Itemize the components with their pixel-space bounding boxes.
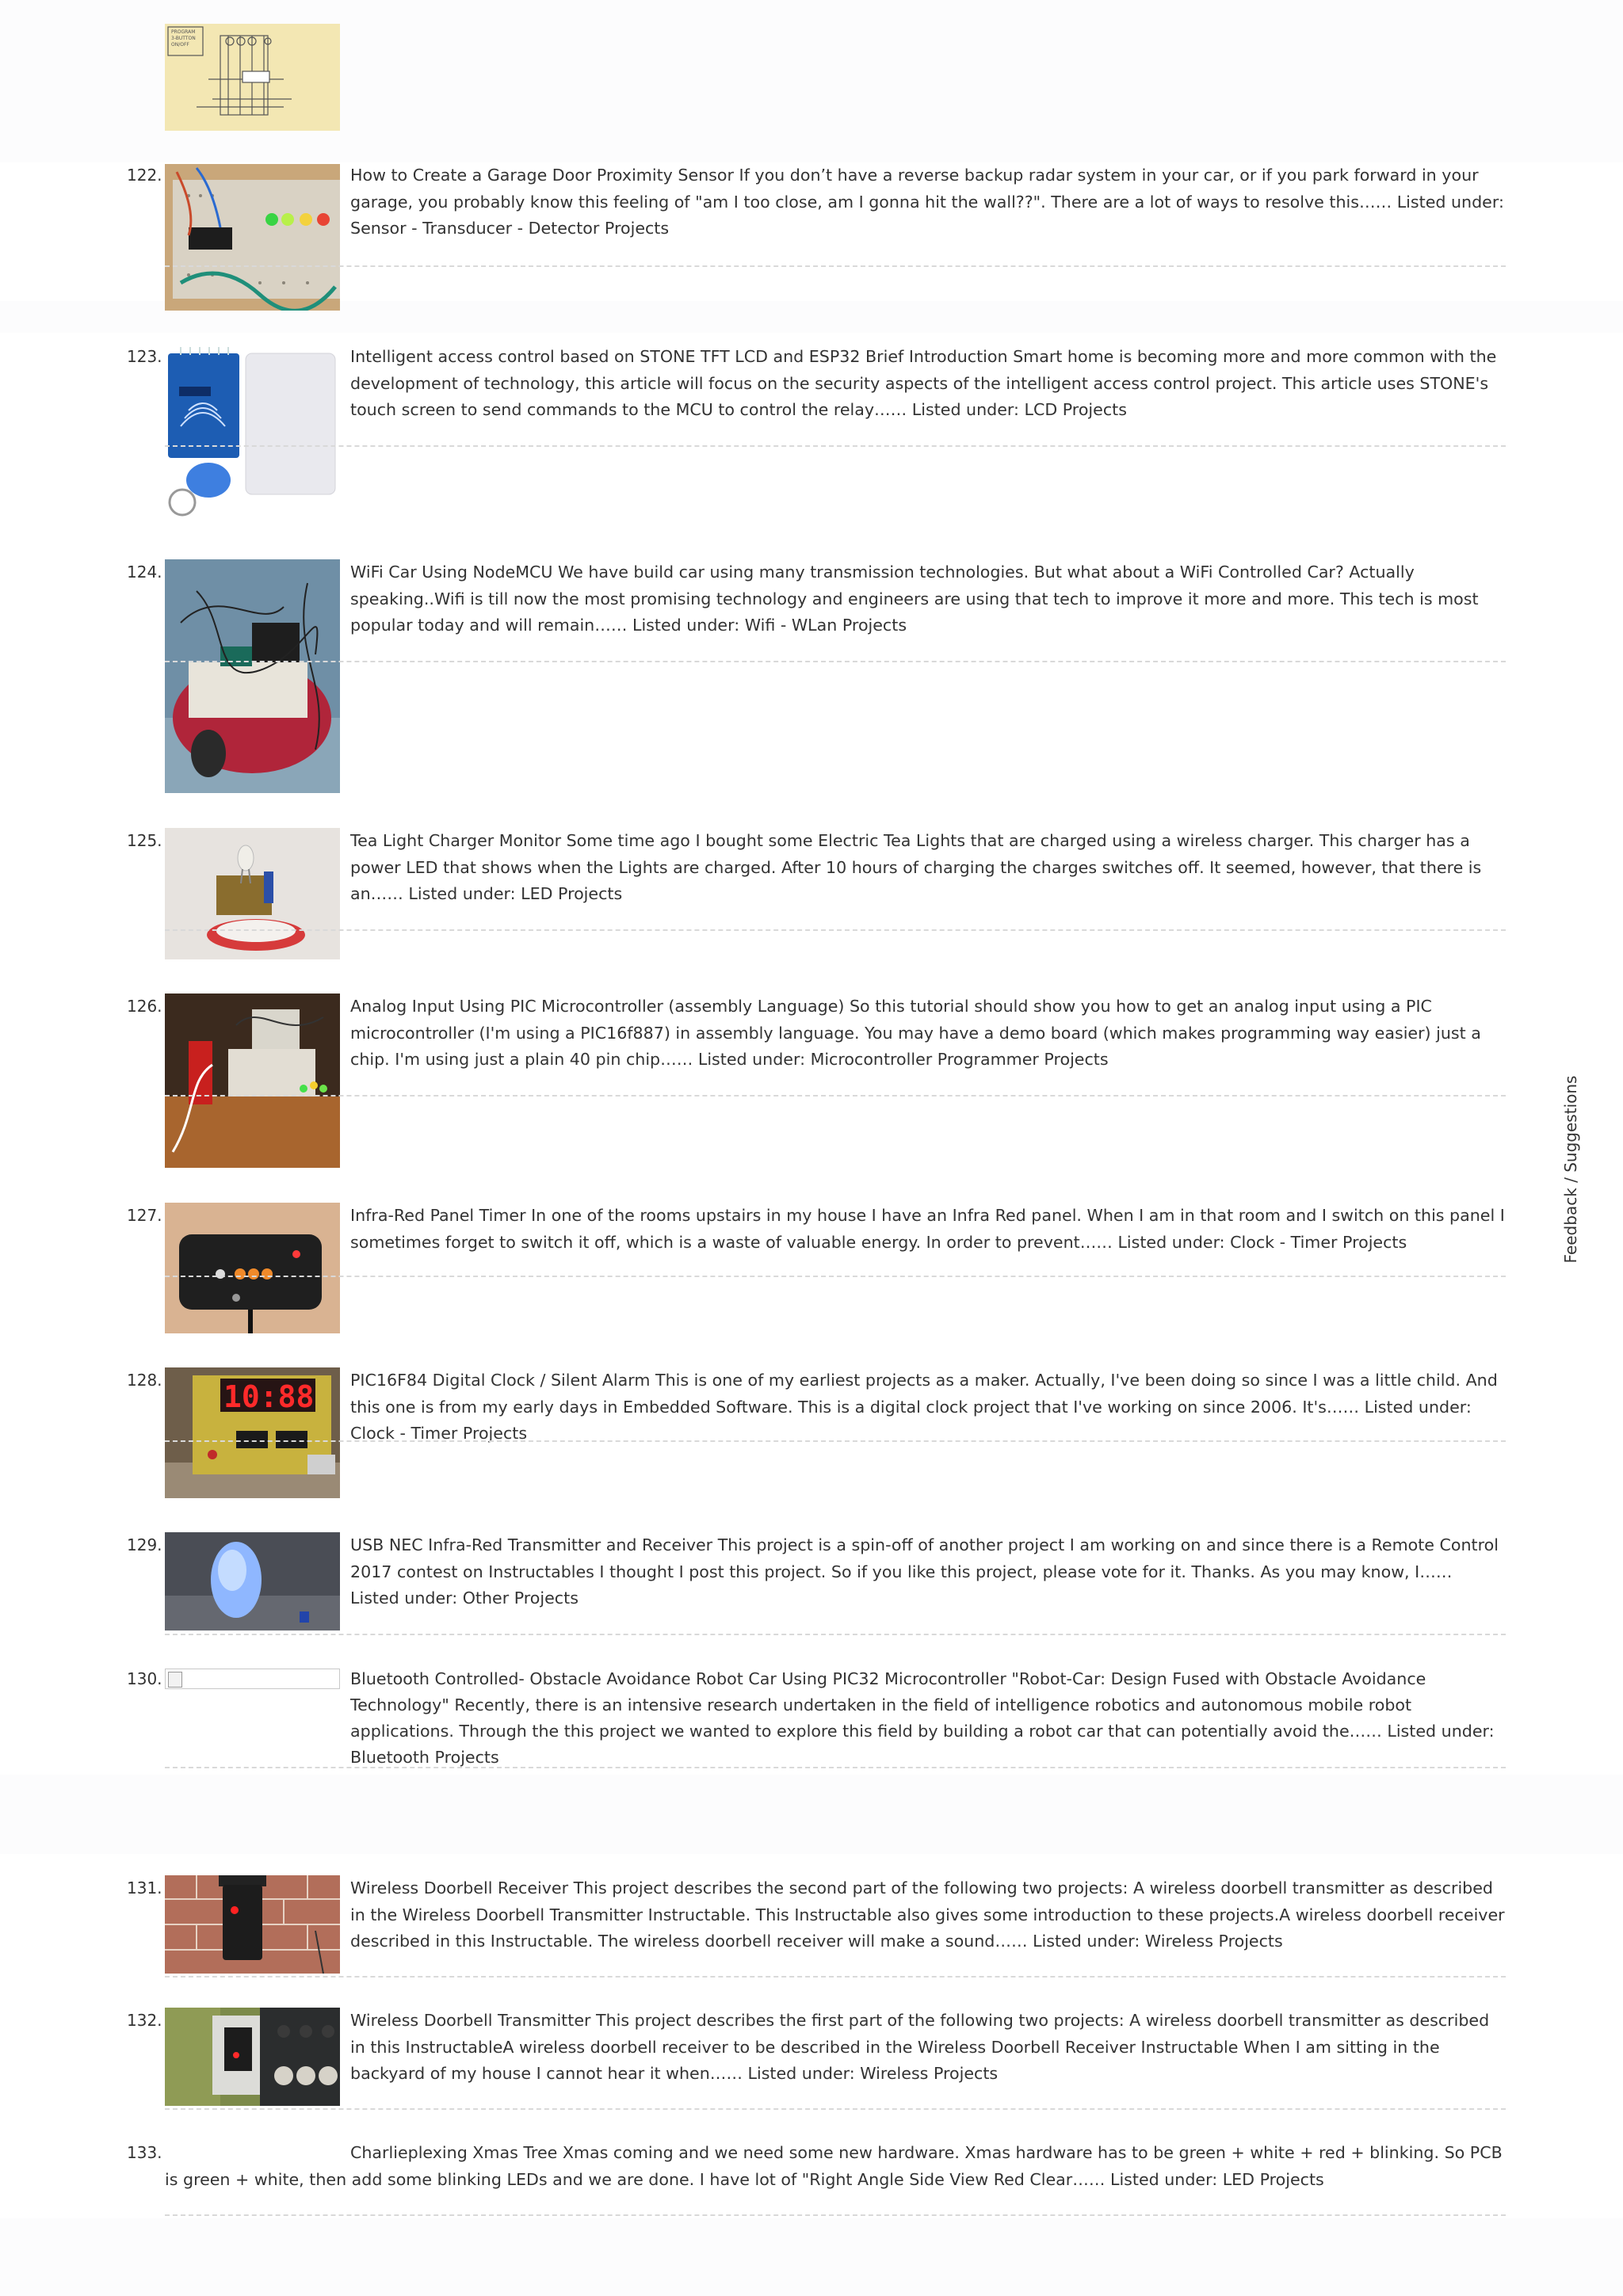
item-number: 125. [127, 831, 162, 850]
item-divider [165, 2108, 1506, 2110]
item-number: 131. [127, 1878, 162, 1897]
feedback-tab[interactable]: Feedback / Suggestions [1561, 1075, 1580, 1264]
item-number: 127. [127, 1206, 162, 1225]
project-description[interactable]: Wireless Doorbell Transmitter This project describes the first part of the following two projects: A wireless doorbell transmitter as described in this InstructableA wireless doorbell receiver to be described in the Wireless Doorbell Receiver Instructable When I am sitting in the backyard of my house I cannot hear it when…… Listed under: Wireless Projects [350, 2011, 1490, 2083]
item-divider [165, 445, 1506, 447]
project-thumbnail[interactable] [165, 994, 340, 1168]
item-number: 133. [127, 2143, 162, 2162]
project-description[interactable]: Wireless Doorbell Receiver This project describes the second part of the following two projects: A wireless doorbell transmitter as described in the Wireless Doorbell Transmitter Instructable. This Instructable also gives some introduction to these projects.A wireless doorbell receiver described in this Instructable. The wireless doorbell receiver will make a sound…… Listed under: Wireless Projects [350, 1878, 1505, 1951]
project-thumbnail[interactable] [165, 347, 340, 525]
project-description[interactable]: How to Create a Garage Door Proximity Sensor If you don’t have a reverse backup radar system in your car, or if you park forward in your garage, you probably know this feeling of "am I too close, am I gonna hit the wall??". There are a lot of ways to resolve this…… Listed under: Sensor - Transducer - Detector Projects [350, 166, 1504, 238]
project-thumbnail[interactable] [165, 1875, 340, 1974]
item-divider [165, 929, 1506, 931]
list-item [127, 1203, 1506, 1345]
project-description[interactable]: Infra-Red Panel Timer In one of the rooms upstairs in my house I have an Infra Red panel. When I am in that room and I switch on this panel I sometimes forget to switch it off, which is a waste of valuable energy. In order to prevent…… Listed under: Clock - Timer Projects [350, 1206, 1505, 1252]
item-number: 122. [127, 166, 162, 185]
schematic-thumbnail[interactable] [165, 24, 340, 131]
list-item [127, 994, 1506, 1176]
list-item [127, 1666, 1506, 1777]
item-divider [165, 2214, 1506, 2216]
project-thumbnail[interactable] [165, 828, 340, 959]
svg-text:3-BUTTON: 3-BUTTON [171, 36, 196, 41]
item-divider [165, 1976, 1506, 1978]
project-thumbnail[interactable] [165, 164, 340, 311]
list-item [127, 162, 1506, 301]
item-number: 126. [127, 997, 162, 1016]
project-description[interactable]: Intelligent access control based on STONE TFT LCD and ESP32 Brief Introduction Smart home is becoming more and more common with the development of technology, this article will focus on the security aspects of the intelligent access control project. This article uses STONE's touch screen to send commands to the MCU to control the relay…… Listed under: LCD Projects [350, 347, 1497, 419]
item-divider [165, 1095, 1506, 1097]
list-item [127, 2008, 1506, 2126]
project-description[interactable]: USB NEC Infra-Red Transmitter and Receiver This project is a spin-off of another project I am working on and since there is a Remote Control 2017 contest on Instructables I thought I post this project. So if you like this project, please vote for it. Thanks. As you may know, I…… Listed under: Other Projects [350, 1535, 1499, 1608]
project-description[interactable]: Charlieplexing Xmas Tree Xmas coming and we need some new hardware. Xmas hardware has to be green + white + red + blinking. So PCB is green + white, then add some blinking LEDs and we are done. I have lot of "Right Angle Side View Red Clear…… Listed under: LED Projects [165, 2143, 1503, 2189]
project-thumbnail[interactable] [165, 559, 340, 793]
project-thumbnail[interactable] [165, 2008, 340, 2106]
project-description[interactable]: PIC16F84 Digital Clock / Silent Alarm This is one of my earliest projects as a maker. Actually, I've been doing so since I was a little child. And this one is from my early days in Embedded Software. This is a digital clock project that I've working on since 2006. It's…… Listed under: Clock - Timer Projects [350, 1371, 1498, 1443]
list-item [127, 344, 1506, 526]
list-item [127, 1367, 1506, 1510]
project-description[interactable]: Analog Input Using PIC Microcontroller (assembly Language) So this tutorial should show you how to get an analog input using a PIC microcontroller (I'm using a PIC16f887) in assembly language. You may have a demo board (which makes programming way easier) just a chip. I'm using just a plain 40 pin chip…… Listed under: Microcontroller Programmer Projects [350, 997, 1481, 1069]
svg-text:PROGRAM: PROGRAM [171, 29, 196, 35]
project-thumbnail[interactable] [165, 1203, 340, 1333]
list-item [127, 2140, 1506, 2227]
item-divider [165, 1440, 1506, 1442]
row-band [0, 2218, 1623, 2296]
item-number: 130. [127, 1669, 162, 1688]
broken-image-icon[interactable] [165, 1669, 340, 1689]
item-number: 123. [127, 347, 162, 366]
item-number: 132. [127, 2011, 162, 2030]
row-band [0, 1775, 1623, 1854]
item-divider [165, 661, 1506, 662]
svg-text:10:88: 10:88 [223, 1379, 315, 1414]
item-divider [165, 1767, 1506, 1768]
project-description[interactable]: WiFi Car Using NodeMCU We have build car using many transmission technologies. But what about a WiFi Controlled Car? Actually speaking..Wifi is till now the most promising technology and engineers are using that tech to improve it more and more. This tech is most popular today and will remain…… Listed under: Wifi - WLan Projects [350, 563, 1479, 635]
item-divider [165, 1634, 1506, 1635]
svg-text:ON/OFF: ON/OFF [171, 42, 189, 48]
item-divider [165, 265, 1506, 267]
list-item-previous [127, 24, 1506, 135]
project-thumbnail[interactable] [165, 1532, 340, 1630]
project-thumbnail[interactable] [165, 1367, 340, 1498]
list-item [127, 1532, 1506, 1667]
list-item [127, 1875, 1506, 1986]
list-item [127, 828, 1506, 971]
project-description[interactable]: Tea Light Charger Monitor Some time ago I bought some Electric Tea Lights that are charged using a wireless charger. This charger has a power LED that shows when the Lights are charged. After 10 hours of charging the charges switches off. It seemed, however, that there is an…… Listed under: LED Projects [350, 831, 1482, 903]
item-number: 128. [127, 1371, 162, 1390]
list-item [127, 559, 1506, 797]
item-divider [165, 1276, 1506, 1277]
project-description[interactable]: Bluetooth Controlled- Obstacle Avoidance Robot Car Using PIC32 Microcontroller "Robot-Car: Design Fused with Obstacle Avoidance Technology" Recently, there is an intensive research undertaken in the field of intelligence robotics and autonomous mobile robot applications. Through the this project we wanted to explore this field by building a robot car that can potentially avoid the…… Listed under: Bluetooth Projects [350, 1669, 1495, 1767]
item-number: 124. [127, 563, 162, 582]
item-number: 129. [127, 1535, 162, 1554]
